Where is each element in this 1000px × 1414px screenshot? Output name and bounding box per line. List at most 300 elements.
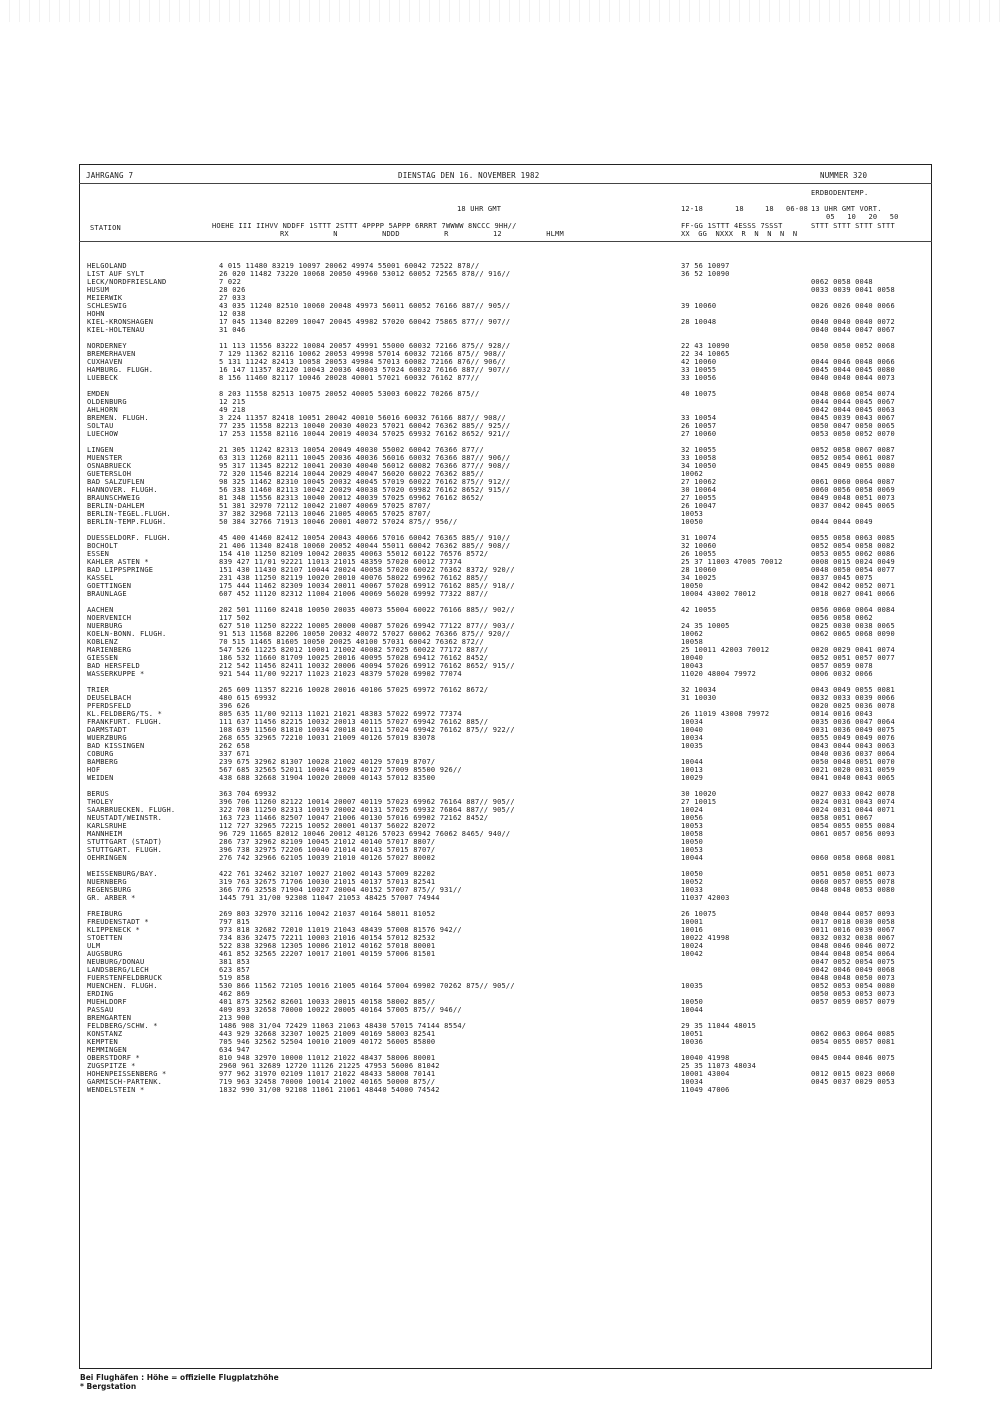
station-soil-temps: 0047 0052 0054 0075 [811,958,895,966]
station-name: ERDING [87,990,114,998]
station-observations: 480 615 69932 [219,694,277,702]
station-extremes: 26 11019 43008 79972 [681,710,770,718]
station-soil-temps: 0040 0044 0047 0067 [811,326,895,334]
station-name: HOHENPEISSENBERG * [87,1070,167,1078]
station-name: THOLEY [87,798,114,806]
station-observations: 522 838 32968 12305 10006 21012 40162 57018 80001 [219,942,436,950]
station-soil-temps: 0045 0049 0055 0080 [811,462,895,470]
station-name: BERLIN-TEGEL.FLUGH. [87,510,171,518]
station-observations: 627 510 11250 82222 10005 20000 40087 57026 69942 77122 877// 903// [219,622,515,630]
station-name: BAMBERG [87,758,118,766]
station-extremes: 32 10055 [681,446,717,454]
station-name: STOETTEN [87,934,123,942]
station-name: HOF [87,766,101,774]
station-name: KEMPTEN [87,1038,118,1046]
station-observations: 239 675 32962 81307 10028 21002 40129 57019 8707/ [219,758,436,766]
station-observations: 719 963 32458 70000 10014 21002 40165 50000 875// [219,1078,436,1086]
station-observations: 623 857 [219,966,250,974]
station-soil-temps: 0043 0044 0043 0063 [811,742,895,750]
station-name: FREUDENSTADT * [87,918,149,926]
station-observations: 530 866 11562 72105 10016 21005 40164 57004 69902 70262 875// 905// [219,982,515,990]
station-extremes: 10001 [681,918,704,926]
station-extremes: 10044 [681,1006,704,1014]
station-observations: 607 452 11120 82312 11004 21006 40069 56020 69992 77322 887// [219,590,489,598]
station-extremes: 10022 41998 [681,934,730,942]
station-extremes: 31 10074 [681,534,717,542]
station-extremes: 10033 [681,886,704,894]
station-observations: 175 444 11462 82309 10034 20011 40067 57028 69912 76162 885// 918// [219,582,515,590]
station-name: NUERNBERG [87,878,127,886]
station-soil-temps: 0058 0051 0067 [811,814,873,822]
station-observations: 63 313 11260 82111 10045 20036 40036 56016 60032 76366 887// 906// [219,454,511,462]
station-soil-temps: 0042 0046 0049 0068 [811,966,895,974]
station-extremes: 27 10062 [681,478,717,486]
station-soil-temps: 0052 0051 0057 0077 [811,654,895,662]
station-extremes: 10050 [681,998,704,1006]
col18b-header: 18 [765,205,774,213]
station-name: LUEBECK [87,374,118,382]
station-name: PFERDSFELD [87,702,132,710]
station-extremes: 32 10034 [681,686,717,694]
station-soil-temps: 0057 0059 0057 0079 [811,998,895,1006]
station-observations: 366 776 32558 71904 10027 20004 40152 57007 875// 931// [219,886,462,894]
station-soil-temps: 0006 0032 0066 [811,670,873,678]
station-observations: 45 400 41460 82412 10054 20043 40066 57016 60042 76365 885// 910// [219,534,511,542]
station-observations: 151 430 11430 82107 10044 20024 40058 57020 60022 76362 8372/ 920// [219,566,515,574]
station-observations: 381 853 [219,958,250,966]
station-soil-temps: 0032 0032 0038 0067 [811,934,895,942]
station-soil-temps: 0051 0050 0051 0073 [811,870,895,878]
station-extremes: 10029 [681,774,704,782]
station-soil-temps: 0057 0059 0078 [811,662,873,670]
scan-edge-texture [0,0,1000,22]
station-name: KAHLER ASTEN * [87,558,149,566]
station-name: BERLIN-DAHLEM [87,502,145,510]
station-observations: 108 639 11560 81810 10034 20018 40111 57024 69942 76162 875// 922// [219,726,515,734]
station-extremes: 10051 [681,1030,704,1038]
station-name: OSNABRUECK [87,462,132,470]
station-observations: 438 688 32668 31904 10020 20000 40143 57012 83500 [219,774,436,782]
station-soil-temps: 0049 0048 0051 0073 [811,494,895,502]
station-name: NEUBURG/DONAU [87,958,145,966]
station-name: BREMGARTEN [87,1014,132,1022]
station-name: SAARBRUECKEN. FLUGH. [87,806,176,814]
station-name: LINGEN [87,446,114,454]
station-extremes: 22 34 10065 [681,350,730,358]
station-name: WASSERKUPPE * [87,670,145,678]
station-soil-temps: 0045 0044 0046 0075 [811,1054,895,1062]
station-observations: 8 156 11460 82117 10046 20028 40001 57021 60032 76162 877// [219,374,480,382]
station-name: KASSEL [87,574,114,582]
station-extremes: 10058 [681,830,704,838]
station-observations: 409 893 32658 70000 10022 20005 40164 57005 875// 946// [219,1006,462,1014]
station-observations: 519 858 [219,974,250,982]
station-name: REGENSBURG [87,886,132,894]
station-observations: 231 438 11250 82119 10020 20010 40076 58022 69962 76162 885// [219,574,489,582]
station-soil-temps: 0048 0046 0046 0072 [811,942,895,950]
station-soil-temps: 0011 0016 0039 0067 [811,926,895,934]
station-name: AACHEN [87,606,114,614]
station-soil-temps: 0027 0033 0042 0078 [811,790,895,798]
station-name: GARMISCH-PARTENK. [87,1078,163,1086]
station-extremes: 30 10020 [681,790,717,798]
main-columns-header: HOEHE III IIHVV NDDFF 1STTT 2STTT 4PPPP 5APPP 6RRRT 7WWWW 8NCCC 9HH// [212,222,517,230]
station-soil-temps: 0042 0044 0045 0063 [811,406,895,414]
station-observations: 1445 791 31/00 92308 11047 21053 48425 57007 74944 [219,894,440,902]
station-soil-temps: 0052 0054 0061 0087 [811,454,895,462]
station-name: BREMEN. FLUGH. [87,414,149,422]
station-name: WENDELSTEIN * [87,1086,145,1094]
station-name: LUECHOW [87,430,118,438]
station-extremes: 10062 [681,630,704,638]
station-name: MARIENBERG [87,646,132,654]
station-name: PASSAU [87,1006,114,1014]
station-name: TRIER [87,686,110,694]
station-name: HAMBURG. FLUGH. [87,366,154,374]
station-name: WUERZBURG [87,734,127,742]
station-extremes: 10044 [681,854,704,862]
station-soil-temps: 0040 0044 0057 0093 [811,910,895,918]
station-name: SCHLESWIG [87,302,127,310]
station-name: DUESSELDORF. FLUGH. [87,534,171,542]
station-name: OBERSTDORF * [87,1054,140,1062]
station-soil-temps: 0062 0065 0068 0090 [811,630,895,638]
station-observations: 7 022 [219,278,242,286]
station-name: HOHN [87,310,105,318]
station-observations: 91 513 11568 82206 10050 20032 40072 57027 60062 76366 875// 920// [219,630,511,638]
station-soil-temps: 0012 0015 0023 0060 [811,1070,895,1078]
footnote-mountain: * Bergstation [80,1382,137,1391]
station-extremes: 10016 [681,926,704,934]
erd-units-header: STTT STTT STTT STTT [811,222,895,230]
station-extremes: 10058 [681,638,704,646]
station-extremes: 11020 48004 79972 [681,670,757,678]
station-name: GUETERSLOH [87,470,132,478]
uhr18-header: 18 UHR GMT [457,205,502,213]
station-name: BAD KISSINGEN [87,742,145,750]
station-soil-temps: 0050 0047 0050 0065 [811,422,895,430]
station-observations: 81 348 11556 82313 10040 20012 40039 57025 69962 76162 8652/ [219,494,484,502]
station-observations: 363 704 69932 [219,790,277,798]
station-extremes: 32 10060 [681,542,717,550]
station-name: ULM [87,942,101,950]
station-name: AUGSBURG [87,950,123,958]
station-extremes: 10040 41998 [681,1054,730,1062]
station-soil-temps: 0054 0055 0057 0081 [811,1038,895,1046]
erdboden-header: ERDBODENTEMP. [811,189,869,197]
station-extremes: 28 10048 [681,318,717,326]
station-soil-temps: 0060 0057 0055 0078 [811,878,895,886]
station-name: MEIERWIK [87,294,123,302]
station-observations: 547 526 11225 82012 10001 21002 40082 57025 60022 77172 887// [219,646,489,654]
station-name: COBURG [87,750,114,758]
station-name: NUERBURG [87,622,123,630]
station-name: BRAUNSCHWEIG [87,494,140,502]
station-soil-temps: 0060 0056 0058 0069 [811,486,895,494]
station-soil-temps: 0056 0060 0064 0084 [811,606,895,614]
station-observations: 7 129 11362 82116 10062 20053 49998 57014 60032 72166 875// 908// [219,350,506,358]
station-observations: 111 637 11456 82215 10032 20013 40115 57027 69942 76162 885// [219,718,489,726]
station-observations: 21 305 11242 82313 10054 20049 40030 55002 60042 76366 877// [219,446,484,454]
station-name: WEISSENBURG/BAY. [87,870,158,878]
station-extremes: 29 35 11044 48015 [681,1022,757,1030]
range-1218-header: 12-18 [681,205,704,213]
station-extremes: 11037 42003 [681,894,730,902]
station-soil-temps: 0040 0040 0044 0073 [811,374,895,382]
station-observations: 8 203 11558 82513 10075 20052 40005 53003 60022 70266 875// [219,390,480,398]
station-soil-temps: 0042 0042 0052 0071 [811,582,895,590]
station-soil-temps: 0061 0060 0064 0087 [811,478,895,486]
station-name: MEMMINGEN [87,1046,127,1054]
station-soil-temps: 0060 0058 0068 0081 [811,854,895,862]
station-name: FUERSTENFELDBRUCK [87,974,163,982]
station-extremes: 10034 [681,1078,704,1086]
station-soil-temps: 0033 0039 0041 0058 [811,286,895,294]
station-extremes: 10035 [681,742,704,750]
station-name: KLIPPENECK * [87,926,140,934]
station-extremes: 10043 [681,662,704,670]
station-observations: 322 708 11250 82313 10019 20002 40131 57025 69932 76864 887// 905// [219,806,515,814]
station-extremes: 10053 [681,510,704,518]
station-observations: 49 218 [219,406,246,414]
station-observations: 154 410 11250 82109 10042 20035 40063 55012 60122 76576 8572/ [219,550,489,558]
station-soil-temps: 0045 0039 0043 0067 [811,414,895,422]
station-observations: 202 501 11160 82418 10050 20035 40073 55004 60022 76166 885// 902// [219,606,515,614]
station-extremes: 33 10055 [681,366,717,374]
station-extremes: 33 10056 [681,374,717,382]
station-soil-temps: 0052 0054 0058 0082 [811,542,895,550]
station-observations: 12 215 [219,398,246,406]
station-observations: 51 381 32970 72112 10042 21007 40069 57025 8707/ [219,502,431,510]
station-extremes: 37 56 10097 [681,262,730,270]
station-name: OEHRINGEN [87,854,127,862]
col0608-header: 06-08 [786,205,809,213]
station-name: MANNHEIM [87,830,123,838]
station-soil-temps: 0048 0060 0054 0074 [811,390,895,398]
station-extremes: 25 35 11073 48034 [681,1062,757,1070]
station-soil-temps: 0052 0053 0054 0080 [811,982,895,990]
station-extremes: 10044 [681,758,704,766]
erd-time-header: 13 UHR GMT VORT. [811,205,882,213]
station-name: OLDENBURG [87,398,127,406]
station-name: BERLIN-TEMP.FLUGH. [87,518,167,526]
station-observations: 422 761 32462 32107 10027 21002 40143 57009 82202 [219,870,436,878]
right-columns-header: FF-GG 1STTT 4ESSS 7SSST [681,222,783,230]
station-observations: 77 235 11558 82213 10040 20030 40023 57021 60042 76362 885// 925// [219,422,511,430]
station-observations: 567 685 32565 52011 10004 21029 40127 57009 85500 926// [219,766,462,774]
station-observations: 262 658 [219,742,250,750]
station-extremes: 10050 [681,838,704,846]
station-observations: 186 532 11660 81709 10025 20016 40095 57028 69412 76162 8452/ [219,654,489,662]
station-name: HUSUM [87,286,110,294]
station-observations: 213 900 [219,1014,250,1022]
station-soil-temps: 0062 0063 0064 0085 [811,1030,895,1038]
station-observations: 17 045 11340 82209 10047 20045 49982 57020 60042 75865 877// 907// [219,318,511,326]
station-observations: 268 655 32965 72210 10031 21009 40126 57019 83078 [219,734,436,742]
station-name: BERUS [87,790,110,798]
station-soil-temps: 0017 0018 0030 0058 [811,918,895,926]
station-extremes: 10024 [681,942,704,950]
footnote-airports: Bei Flughäfen : Höhe = offizielle Flugplatzhöhe [80,1373,279,1382]
station-observations: 26 020 11482 73220 10068 20050 49960 53012 60052 72565 878// 916// [219,270,511,278]
station-observations: 705 946 32562 52504 10010 21009 40172 56005 85800 [219,1038,436,1046]
station-observations: 70 515 11465 81605 10050 20025 40100 57031 60042 76362 872// [219,638,484,646]
station-extremes: 10052 [681,878,704,886]
station-soil-temps: 0053 0055 0062 0086 [811,550,895,558]
station-extremes: 31 10030 [681,694,717,702]
station-observations: 839 427 11/01 92221 11013 21015 48359 57020 60012 77374 [219,558,462,566]
station-observations: 2960 961 32689 12720 11126 21225 47953 56006 81042 [219,1062,440,1070]
station-soil-temps: 0055 0049 0049 0076 [811,734,895,742]
station-name: MUENCHEN. FLUGH. [87,982,158,990]
station-soil-temps: 0024 0031 0043 0074 [811,798,895,806]
right-columns-subheader: XX GG NXXX R N N N N [681,230,798,238]
station-soil-temps: 0040 0040 0040 0072 [811,318,895,326]
station-extremes: 33 10058 [681,454,717,462]
station-name: WEIDEN [87,774,114,782]
station-name: DEUSELBACH [87,694,132,702]
station-name: FREIBURG [87,910,123,918]
station-observations: 797 815 [219,918,250,926]
station-soil-temps: 0050 0050 0052 0068 [811,342,895,350]
station-extremes: 26 10047 [681,502,717,510]
station-soil-temps: 0043 0049 0055 0081 [811,686,895,694]
station-extremes: 10034 [681,718,704,726]
station-name: NOERVENICH [87,614,132,622]
station-name: KL.FELDBERG/TS. * [87,710,163,718]
station-soil-temps: 0062 0058 0048 [811,278,873,286]
footer-notes [80,1373,279,1391]
station-observations: 17 253 11558 82116 10044 20019 40034 57025 69932 76162 8652/ 921// [219,430,511,438]
station-soil-temps: 0026 0026 0040 0066 [811,302,895,310]
station-extremes: 27 10015 [681,798,717,806]
station-extremes: 22 43 10090 [681,342,730,350]
station-extremes: 27 10055 [681,494,717,502]
station-soil-temps: 0048 0050 0054 0077 [811,566,895,574]
station-soil-temps: 0050 0053 0053 0073 [811,990,895,998]
station-extremes: 10040 [681,726,704,734]
station-name: ZUGSPITZE * [87,1062,136,1070]
station-observations: 276 742 32966 62105 10039 21010 40126 57027 80002 [219,854,436,862]
station-observations: 973 818 32682 72010 11019 21043 48439 57008 81576 942// [219,926,462,934]
station-soil-temps: 0041 0040 0043 0065 [811,774,895,782]
station-extremes: 10050 [681,870,704,878]
station-name: KIEL-HOLTENAU [87,326,145,334]
station-extremes: 40 10075 [681,390,717,398]
station-observations: 396 738 32975 72206 10040 21014 40143 57015 8707/ [219,846,436,854]
station-name: BAD LIPPSPRINGE [87,566,154,574]
col18a-header: 18 [735,205,744,213]
station-soil-temps: 0056 0058 0062 [811,614,873,622]
station-name: MUENSTER [87,454,123,462]
station-soil-temps: 0037 0042 0045 0065 [811,502,895,510]
station-soil-temps: 0040 0036 0037 0064 [811,750,895,758]
station-extremes: 10050 [681,582,704,590]
station-name: GR. ARBER * [87,894,136,902]
station-name: BREMERHAVEN [87,350,136,358]
station-name: KOELN-BONN. FLUGH. [87,630,167,638]
issue-number: NUMMER 320 [820,171,868,180]
station-extremes: 10024 [681,806,704,814]
jahrgang-label: JAHRGANG 7 [86,171,134,180]
station-extremes: 10034 [681,734,704,742]
station-extremes: 34 10025 [681,574,717,582]
station-soil-temps: 0044 0046 0048 0066 [811,358,895,366]
station-extremes: 30 10064 [681,486,717,494]
station-observations: 21 406 11340 82418 10060 20052 40044 55011 60042 76362 885// 908// [219,542,511,550]
station-soil-temps: 0024 0031 0044 0071 [811,806,895,814]
station-soil-temps: 0044 0048 0054 0064 [811,950,895,958]
station-observations: 3 224 11357 82418 10051 20042 40010 56016 60032 76166 887// 908// [219,414,506,422]
station-extremes: 42 10055 [681,606,717,614]
station-soil-temps: 0037 0045 0075 [811,574,873,582]
station-observations: 977 962 31970 02109 11017 21022 48433 58008 70141 [219,1070,436,1078]
station-observations: 265 609 11357 82216 10028 20016 40106 57025 69972 76162 8672/ [219,686,489,694]
station-name: HANNOVER. FLUGH. [87,486,158,494]
station-observations: 117 502 [219,614,250,622]
station-name: KIEL-KRONSHAGEN [87,318,154,326]
station-observations: 163 723 11466 82507 10047 21006 40130 57016 69902 72162 8452/ [219,814,489,822]
station-name: KOBLENZ [87,638,118,646]
station-extremes: 42 10060 [681,358,717,366]
station-observations: 1486 908 31/04 72429 11063 21063 48430 57015 74144 8554/ [219,1022,467,1030]
station-name: BAD HERSFELD [87,662,140,670]
station-observations: 443 929 32668 32307 10025 21009 40169 58003 82541 [219,1030,436,1038]
station-soil-temps: 0044 0044 0049 [811,518,873,526]
station-observations: 11 113 11556 83222 10084 20057 49991 55000 60032 72166 875// 928// [219,342,511,350]
station-observations: 921 544 11/00 92217 11023 21023 48379 57020 69902 77074 [219,670,462,678]
station-observations: 28 026 [219,286,246,294]
station-extremes: 10035 [681,982,704,990]
station-name: FRANKFURT. FLUGH. [87,718,163,726]
station-soil-temps: 0052 0058 0067 0087 [811,446,895,454]
station-observations: 95 317 11345 82212 10041 20030 40040 56012 60082 76366 877// 908// [219,462,511,470]
station-observations: 72 320 11546 82214 10044 20029 40047 56020 60022 76362 885// [219,470,484,478]
station-name: CUXHAVEN [87,358,123,366]
station-soil-temps: 0018 0027 0041 0066 [811,590,895,598]
station-observations: 734 836 32475 72211 10003 21016 40154 57012 82532 [219,934,436,942]
station-extremes: 36 52 10090 [681,270,730,278]
station-name: LIST AUF SYLT [87,270,145,278]
station-extremes: 26 10057 [681,422,717,430]
station-name: LANDSBERG/LECH [87,966,149,974]
station-soil-temps: 0035 0036 0047 0064 [811,718,895,726]
station-soil-temps: 0050 0048 0051 0070 [811,758,895,766]
station-observations: 269 803 32970 32116 10042 21037 40164 58011 81052 [219,910,436,918]
station-name: KARLSRUHE [87,822,127,830]
station-name: STUTTGART (STADT) [87,838,163,846]
station-observations: 810 948 32970 10000 11012 21022 48437 58006 80001 [219,1054,436,1062]
station-observations: 98 325 11462 82310 10045 20032 40045 57019 60022 76162 875// 912// [219,478,511,486]
station-name: DARMSTADT [87,726,127,734]
station-soil-temps: 0031 0036 0049 0075 [811,726,895,734]
station-observations: 805 635 11/00 92113 11021 21021 48383 57022 69972 77374 [219,710,462,718]
station-extremes: 24 35 10005 [681,622,730,630]
station-soil-temps: 0014 0016 0043 [811,710,873,718]
station-observations: 396 706 11260 82122 10014 20007 40119 57023 69962 76164 887// 905// [219,798,515,806]
station-observations: 462 869 [219,990,250,998]
station-name: BOCHOLT [87,542,118,550]
station-soil-temps: 0020 0025 0036 0078 [811,702,895,710]
station-soil-temps: 0055 0058 0063 0085 [811,534,895,542]
station-extremes: 10001 43004 [681,1070,730,1078]
station-observations: 401 875 32562 82601 10033 20015 40158 58002 885// [219,998,436,1006]
station-observations: 50 384 32766 71913 10046 20001 40072 57024 875// 956// [219,518,458,526]
station-observations: 634 947 [219,1046,250,1054]
station-name: GIESSEN [87,654,118,662]
station-extremes: 10050 [681,518,704,526]
station-soil-temps: 0032 0033 0039 0066 [811,694,895,702]
